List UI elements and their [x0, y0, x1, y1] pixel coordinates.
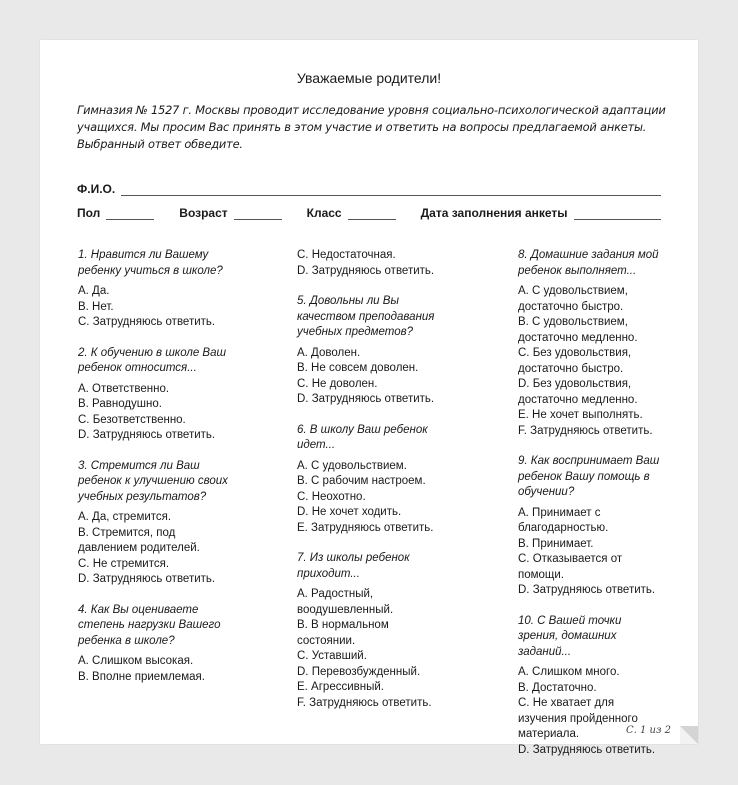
answer-option[interactable]: С. Без удовольствия, достаточно быстро. [518, 347, 632, 375]
answer-option[interactable]: D. Затрудняюсь ответить. [297, 393, 435, 405]
answer-option[interactable]: В. Не совсем доволен. [297, 362, 419, 374]
answer-option[interactable]: D. Без удовольствия, достаточно медленно. [518, 378, 638, 406]
answer-option[interactable]: С. Недостаточная. [297, 249, 396, 261]
sex-label: Пол [77, 206, 101, 220]
fio-field[interactable] [121, 183, 661, 196]
question-text: 8. Домашние задания мой ребенок выполняет... [518, 249, 659, 277]
answer-option[interactable]: D. Затрудняюсь ответить. [297, 264, 435, 277]
fio-row [77, 182, 661, 196]
questionnaire-page [40, 40, 698, 756]
question-text: 9. Как воспринимает Ваш ребенок Вашу помощь в обучении? [518, 455, 660, 498]
answer-option[interactable]: E. Агрессивный. [297, 681, 384, 693]
answer-option[interactable]: В. Вполне приемлемая. [78, 670, 205, 683]
question-text: 7. Из школы ребенок приходит... [297, 552, 410, 580]
question-block [518, 454, 664, 599]
column-1 [78, 248, 228, 700]
sex-field[interactable] [106, 207, 154, 220]
question-block [297, 248, 449, 279]
answer-option[interactable]: А. С удовольствием, достаточно быстро. [518, 285, 628, 313]
question-block [78, 248, 228, 331]
answer-option[interactable]: А. Радостный, воодушевленный. [297, 588, 394, 616]
page-curl-corner [680, 726, 698, 744]
answer-option[interactable]: А. Ответственно. [78, 382, 170, 395]
intro-text: Гимназия № 1527 г. Москвы проводит исследование уровня социально-психологической адаптации учащихся. Мы просим Вас принять в этом участие и ответить на вопросы предлагаемой анкеты. Выбранный ответ обведите. [77, 103, 666, 151]
page-number: С. 1 из 2 [626, 725, 671, 736]
question-block [518, 614, 664, 759]
answer-option[interactable]: D. Затрудняюсь ответить. [518, 584, 656, 596]
date-label: Дата заполнения анкеты [420, 206, 568, 220]
answer-option[interactable]: В. Принимает. [518, 537, 594, 550]
date-field[interactable] [574, 207, 661, 220]
answer-option[interactable]: С. Безответственно. [78, 413, 186, 426]
question-text: 4. Как Вы оцениваете степень нагрузки Вашего ребенка в школе? [78, 603, 221, 647]
answer-option[interactable]: С. Уставший. [297, 650, 367, 662]
question-block [297, 423, 449, 537]
answer-option[interactable]: С. Отказывается от помощи. [518, 553, 623, 581]
answer-option[interactable]: С. Не доволен. [297, 377, 378, 390]
answer-option[interactable]: С. Затрудняюсь ответить. [78, 316, 216, 328]
column-3 [518, 248, 664, 773]
answer-option[interactable]: А. Доволен. [297, 346, 361, 359]
answer-option[interactable]: D. Не хочет ходить. [297, 506, 402, 518]
age-label: Возраст [179, 206, 228, 220]
question-text: 10. С Вашей точки зрения, домашних заданий... [518, 614, 622, 658]
answer-option[interactable]: А. Слишком много. [518, 666, 620, 678]
answer-option[interactable]: А. Да, стремится. [78, 511, 172, 523]
question-text: 1. Нравится ли Вашему ребенку учиться в школе? [78, 249, 223, 277]
question-text: 2. К обучению в школе Ваш ребенок относится... [78, 346, 227, 374]
answer-option[interactable]: D. Затрудняюсь ответить. [78, 573, 216, 585]
answer-option[interactable]: С. Не стремится. [78, 557, 170, 570]
class-field[interactable] [348, 207, 396, 220]
answer-option[interactable]: С. Неохотно. [297, 490, 366, 503]
info-row [77, 206, 661, 220]
answer-option[interactable]: F. Затрудняюсь ответить. [518, 424, 653, 437]
column-2 [297, 248, 449, 726]
answer-option[interactable]: В. Нет. [78, 300, 114, 313]
question-block [297, 294, 449, 408]
page-title: Уважаемые родители! [296, 70, 442, 86]
answer-option[interactable]: F. Затрудняюсь ответить. [297, 696, 432, 709]
answer-option[interactable]: D. Перевозбужденный. [297, 665, 421, 678]
answer-option[interactable]: В. Стремится, под давлением родителей. [78, 526, 200, 554]
answer-option[interactable]: А. Принимает с благодарностью. [518, 506, 609, 534]
class-label: Класс [306, 206, 342, 220]
question-block [518, 248, 664, 439]
answer-option[interactable]: А. С удовольствием. [297, 459, 407, 472]
question-block [78, 603, 228, 686]
answer-option[interactable]: В. С рабочим настроем. [297, 475, 426, 487]
answer-option[interactable]: В. В нормальном состоянии. [297, 619, 389, 647]
answer-option[interactable]: В. Достаточно. [518, 681, 597, 694]
question-text: 5. Довольны ли Вы качеством преподавания учебных предметов? [297, 295, 435, 338]
question-block [78, 346, 228, 444]
answer-option[interactable]: E. Не хочет выполнять. [518, 409, 643, 421]
question-block [297, 551, 449, 711]
question-text: 6. В школу Ваш ребенок идет... [297, 423, 428, 451]
answer-option[interactable]: В. Равнодушно. [78, 398, 162, 410]
answer-option[interactable]: А. Слишком высокая. [78, 655, 194, 667]
question-text: 3. Стремится ли Ваш ребенок к улучшению своих учебных результатов? [78, 459, 228, 503]
fio-label: Ф.И.О. [77, 182, 116, 196]
answer-option[interactable]: D. Затрудняюсь ответить. [78, 429, 216, 441]
question-block [78, 459, 228, 588]
answer-option[interactable]: С. Не хватает для изучения пройденного материала. [518, 697, 638, 740]
answer-option[interactable]: А. Да. [78, 285, 110, 297]
answer-option[interactable]: В. С удовольствием, достаточно медленно. [518, 316, 638, 344]
answer-option[interactable]: D. Затрудняюсь ответить. [518, 743, 656, 756]
age-field[interactable] [234, 207, 282, 220]
answer-option[interactable]: E. Затрудняюсь ответить. [297, 521, 434, 534]
